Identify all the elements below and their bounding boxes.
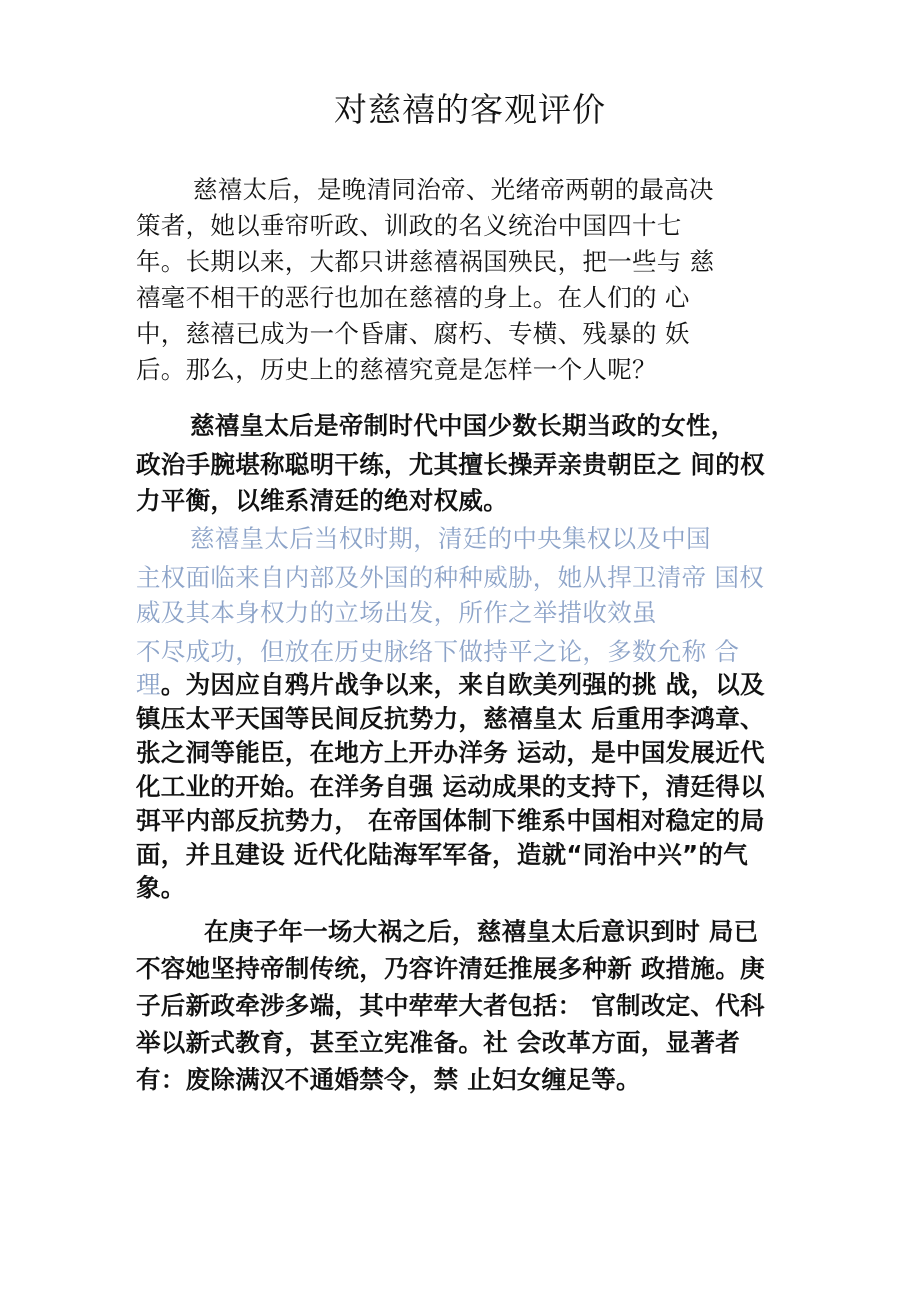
paragraph-4-line-6: 面，并且建设 近代化陆海军军备，造就“同治中兴”的气 [136, 840, 749, 869]
paragraph-1-line-6: 后。那么，历史上的慈禧究竟是怎样一个人呢？ [136, 355, 657, 384]
paragraph-4-line-7: 象。 [136, 873, 186, 902]
paragraph-4-line-4: 化工业的开始。在洋务自强 运动成果的支持下，清廷得以 [136, 772, 765, 801]
paragraph-4-line-2: 镇压太平天国等民间反抗势力，慈禧皇太 后重用李鸿章、 [136, 704, 765, 733]
paragraph-5-line-1: 在庚子年一场大祸之后，慈禧皇太后意识到时 局已 [204, 917, 759, 946]
paragraph-2-line-1: 慈禧皇太后是帝制时代中国少数长期当政的女性， [190, 411, 736, 440]
paragraph-3-line-1: 慈禧皇太后当权时期，清廷的中央集权以及中国 [190, 524, 711, 553]
paragraph-3-line-2: 主权面临来自内部及外国的种种威胁，她从捍卫清帝 国权 [136, 563, 765, 592]
paragraph-1-line-1: 慈禧太后，是晚清同治帝、光绪帝两朝的最高决 [193, 175, 714, 204]
paragraph-5-line-4: 举以新式教育，甚至立宪准备。社 会改革方面，显著者 [136, 1028, 741, 1057]
paragraph-2-line-3: 力平衡，以维系清廷的绝对权威。 [136, 486, 508, 515]
paragraph-1-line-3: 年。长期以来，大都只讲慈禧祸国殃民，把一些与 慈 [136, 247, 715, 276]
paragraph-1-line-5: 中，慈禧已成为一个昏庸、腐朽、专横、残暴的 妖 [136, 319, 690, 348]
paragraph-4-blue-prefix: 理 [136, 670, 161, 699]
paragraph-2-line-2: 政治手腕堪称聪明干练，尤其擅长操弄亲贵朝臣之 间的权 [136, 450, 765, 479]
paragraph-1-line-2: 策者，她以垂帘听政、训政的名义统治中国四十七 [136, 211, 682, 240]
paragraph-4-line-3: 张之洞等能臣，在地方上开办洋务 运动，是中国发展近代 [136, 738, 765, 767]
paragraph-3-line-3: 威及其本身权力的立场出发，所作之举措收效虽 [136, 598, 657, 627]
paragraph-4-line-1 [136, 667, 765, 703]
paragraph-5-line-3: 子后新政牵涉多端，其中荦荦大者包括： 官制改定、代科 [136, 991, 765, 1020]
paragraph-3-line-4: 不尽成功，但放在历史脉络下做持平之论，多数允称 合 [136, 637, 740, 666]
document-title: 对慈禧的客观评价 [334, 90, 606, 129]
paragraph-4-line-5: 弭平内部反抗势力， 在帝国体制下维系中国相对稳定的局 [136, 806, 765, 835]
paragraph-4-line-1-rest: 。为因应自鸦片战争以来，来自欧美列强的挑 战，以及 [160, 670, 765, 699]
paragraph-5-line-2: 不容她坚持帝制传统，乃容许清廷推展多种新 政措施。庚 [136, 954, 765, 983]
paragraph-1-line-4: 禧毫不相干的恶行也加在慈禧的身上。在人们的 心 [136, 283, 690, 312]
paragraph-5-line-5: 有：废除满汉不通婚禁令，禁 止妇女缠足等。 [136, 1065, 641, 1094]
